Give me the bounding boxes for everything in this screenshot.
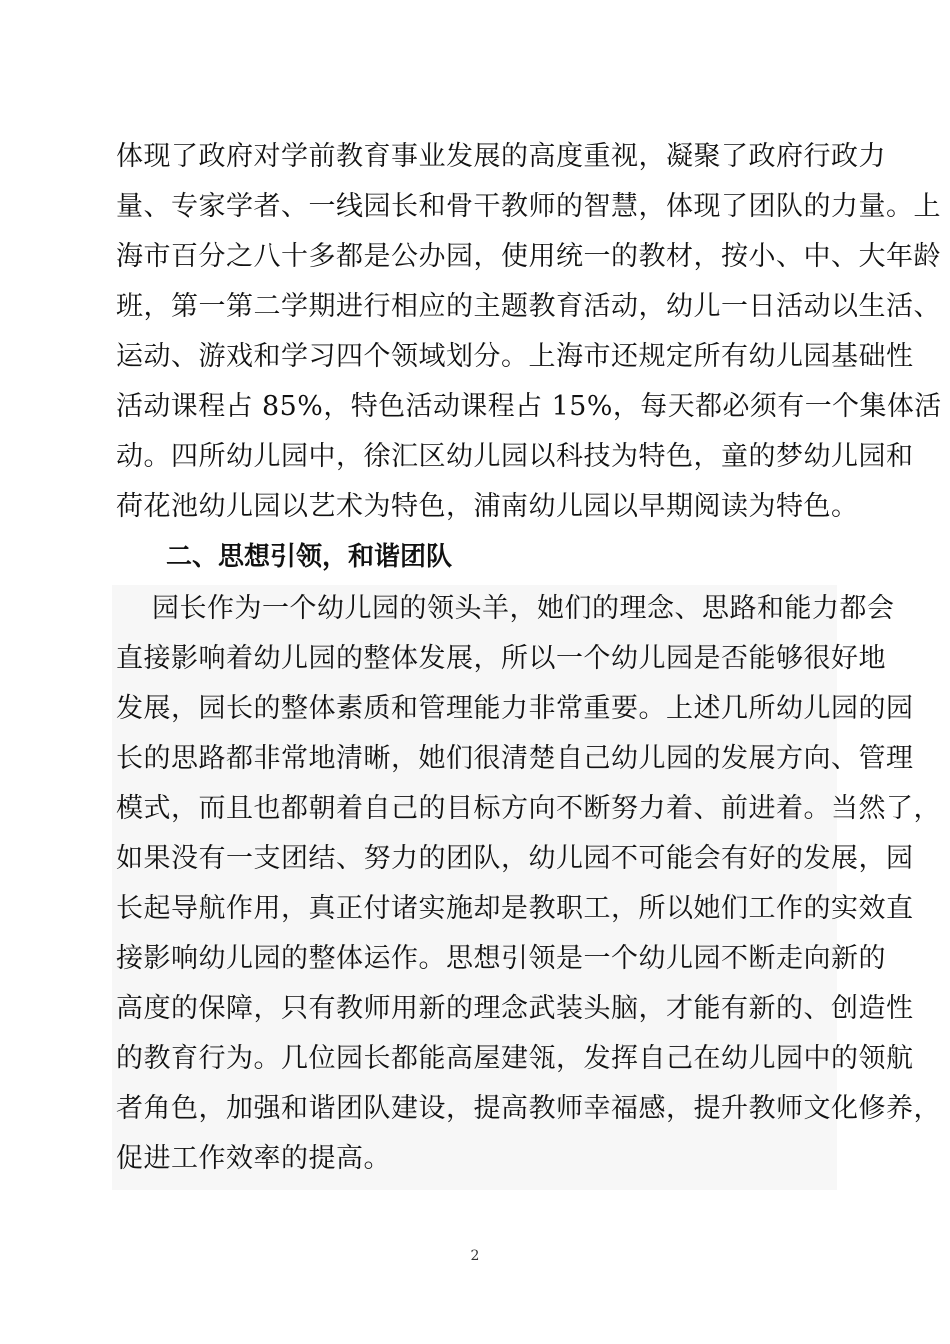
paragraph-2-line-7: 长起导航作用，真正付诸实施却是教职工，所以她们工作的实效直 xyxy=(116,893,914,924)
paragraph-2-line-9: 高度的保障，只有教师用新的理念武装头脑，才能有新的、创造性 xyxy=(116,993,914,1024)
paragraph-1-line-8: 荷花池幼儿园以艺术为特色，浦南幼儿园以早期阅读为特色。 xyxy=(116,491,859,522)
paragraph-1-line-7: 动。四所幼儿园中，徐汇区幼儿园以科技为特色，童的梦幼儿园和 xyxy=(116,441,914,472)
paragraph-1-line-2: 量、专家学者、一线园长和骨干教师的智慧，体现了团队的力量。上 xyxy=(116,191,941,222)
paragraph-1-line-1: 体现了政府对学前教育事业发展的高度重视，凝聚了政府行政力 xyxy=(116,141,886,172)
paragraph-1-line-6: 活动课程占 85%，特色活动课程占 15%，每天都必须有一个集体活 xyxy=(116,391,942,422)
page-number: 2 xyxy=(470,1248,480,1264)
section-heading: 二、思想引领，和谐团队 xyxy=(166,542,453,572)
paragraph-2-line-10: 的教育行为。几位园长都能高屋建瓴，发挥自己在幼儿园中的领航 xyxy=(116,1043,914,1074)
paragraph-2-line-5: 模式，而且也都朝着自己的目标方向不断努力着、前进着。当然了， xyxy=(116,793,941,824)
paragraph-2-line-1: 园长作为一个幼儿园的领头羊，她们的理念、思路和能力都会 xyxy=(152,593,895,624)
paragraph-2-line-3: 发展，园长的整体素质和管理能力非常重要。上述几所幼儿园的园 xyxy=(116,693,914,724)
paragraph-1-line-3: 海市百分之八十多都是公办园，使用统一的教材，按小、中、大年龄 xyxy=(116,241,941,272)
paragraph-1-line-5: 运动、游戏和学习四个领域划分。上海市还规定所有幼儿园基础性 xyxy=(116,341,914,372)
paragraph-2-line-12: 促进工作效率的提高。 xyxy=(116,1143,391,1174)
paragraph-2-line-8: 接影响幼儿园的整体运作。思想引领是一个幼儿园不断走向新的 xyxy=(116,943,886,974)
paragraph-2-line-6: 如果没有一支团结、努力的团队，幼儿园不可能会有好的发展，园 xyxy=(116,843,914,874)
paragraph-2-line-4: 长的思路都非常地清晰，她们很清楚自己幼儿园的发展方向、管理 xyxy=(116,743,914,774)
paragraph-1-line-4: 班，第一第二学期进行相应的主题教育活动，幼儿一日活动以生活、 xyxy=(116,291,941,322)
paragraph-2-line-11: 者角色，加强和谐团队建设，提高教师幸福感，提升教师文化修养， xyxy=(116,1093,941,1124)
paragraph-2-line-2: 直接影响着幼儿园的整体发展，所以一个幼儿园是否能够很好地 xyxy=(116,643,886,674)
